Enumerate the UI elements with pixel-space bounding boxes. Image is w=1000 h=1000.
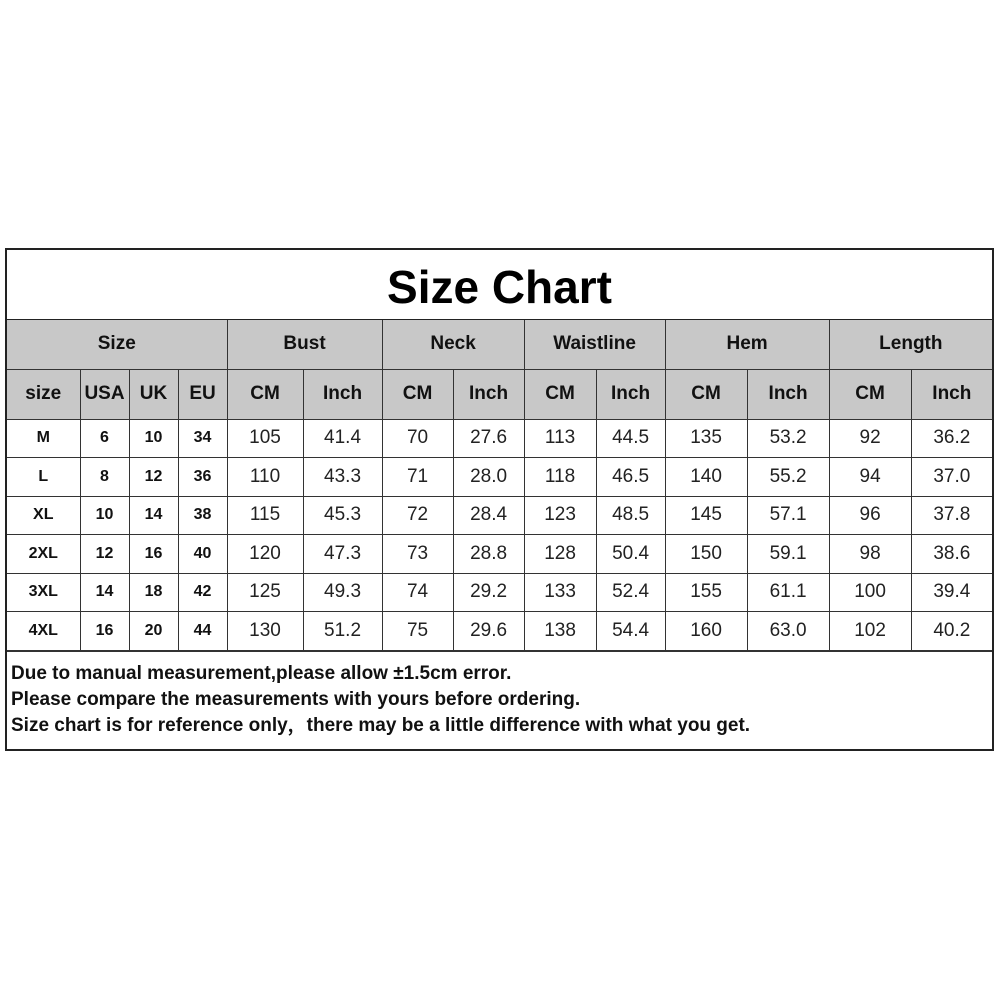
table-cell: 59.1 [747, 535, 829, 574]
sub-header-cell: size [7, 369, 80, 419]
table-cell: 39.4 [911, 573, 992, 612]
table-cell: 10 [80, 496, 129, 535]
table-cell: 140 [665, 458, 747, 497]
table-cell: 12 [129, 458, 178, 497]
table-cell: 71 [382, 458, 453, 497]
table-cell: 44 [178, 612, 227, 651]
size-table [7, 320, 992, 651]
table-cell: 47.3 [303, 535, 382, 574]
table-cell: 70 [382, 419, 453, 458]
table-cell: 155 [665, 573, 747, 612]
table-cell: 92 [829, 419, 911, 458]
table-cell: 63.0 [747, 612, 829, 651]
table-cell: 28.4 [453, 496, 524, 535]
table-cell: 16 [80, 612, 129, 651]
table-row [7, 612, 992, 651]
table-cell: 34 [178, 419, 227, 458]
table-cell: 14 [80, 573, 129, 612]
table-cell: 2XL [7, 535, 80, 574]
table-cell: 3XL [7, 573, 80, 612]
table-cell: 160 [665, 612, 747, 651]
size-chart [5, 248, 994, 751]
table-cell: 48.5 [596, 496, 665, 535]
sub-header-cell: EU [178, 369, 227, 419]
table-cell: 40 [178, 535, 227, 574]
table-cell: 145 [665, 496, 747, 535]
table-cell: 75 [382, 612, 453, 651]
table-cell: 40.2 [911, 612, 992, 651]
table-cell: 73 [382, 535, 453, 574]
table-cell: 96 [829, 496, 911, 535]
group-header-size: Size [7, 320, 227, 369]
table-cell: 113 [524, 419, 596, 458]
group-header-row [7, 320, 992, 369]
table-cell: 102 [829, 612, 911, 651]
table-cell: 52.4 [596, 573, 665, 612]
table-row [7, 496, 992, 535]
table-cell: 105 [227, 419, 303, 458]
note-line: Please compare the measurements with yours before ordering. [11, 688, 581, 710]
table-cell: 110 [227, 458, 303, 497]
table-cell: 43.3 [303, 458, 382, 497]
table-cell: 37.8 [911, 496, 992, 535]
sub-header-cell: CM [227, 369, 303, 419]
table-cell: 8 [80, 458, 129, 497]
group-header-waistline: Waistline [524, 320, 665, 369]
table-cell: 29.2 [453, 573, 524, 612]
table-row [7, 419, 992, 458]
table-cell: 54.4 [596, 612, 665, 651]
note-line: Due to manual measurement,please allow ±1.5cm error. [11, 662, 512, 684]
table-cell: 118 [524, 458, 596, 497]
sub-header-row [7, 369, 992, 419]
table-cell: L [7, 458, 80, 497]
table-cell: 28.0 [453, 458, 524, 497]
sub-header-cell: Inch [747, 369, 829, 419]
table-cell: 51.2 [303, 612, 382, 651]
table-cell: 133 [524, 573, 596, 612]
sub-header-cell: USA [80, 369, 129, 419]
sub-header-cell: CM [665, 369, 747, 419]
table-cell: 130 [227, 612, 303, 651]
table-cell: 100 [829, 573, 911, 612]
table-cell: 98 [829, 535, 911, 574]
table-cell: 128 [524, 535, 596, 574]
table-cell: 57.1 [747, 496, 829, 535]
table-cell: 74 [382, 573, 453, 612]
table-cell: 18 [129, 573, 178, 612]
table-cell: 72 [382, 496, 453, 535]
table-cell: 123 [524, 496, 596, 535]
sub-header-cell: Inch [303, 369, 382, 419]
table-cell: 36.2 [911, 419, 992, 458]
table-cell: 41.4 [303, 419, 382, 458]
table-row [7, 535, 992, 574]
table-cell: 6 [80, 419, 129, 458]
table-cell: 61.1 [747, 573, 829, 612]
table-cell: 37.0 [911, 458, 992, 497]
group-header-neck: Neck [382, 320, 524, 369]
chart-title: Size Chart [7, 250, 992, 320]
table-body [7, 419, 992, 650]
group-header-bust: Bust [227, 320, 382, 369]
note-line: Size chart is for reference only，there may be a little difference with what you get. [11, 714, 751, 736]
sub-header-cell: CM [524, 369, 596, 419]
table-cell: 44.5 [596, 419, 665, 458]
table-cell: 120 [227, 535, 303, 574]
table-cell: 125 [227, 573, 303, 612]
group-header-length: Length [829, 320, 992, 369]
sub-header-cell: CM [382, 369, 453, 419]
sub-header-cell: CM [829, 369, 911, 419]
notes-section [7, 651, 992, 739]
table-cell: 55.2 [747, 458, 829, 497]
table-cell: 45.3 [303, 496, 382, 535]
table-cell: M [7, 419, 80, 458]
sub-header-cell: Inch [596, 369, 665, 419]
table-cell: 4XL [7, 612, 80, 651]
table-cell: 38 [178, 496, 227, 535]
table-cell: XL [7, 496, 80, 535]
table-cell: 138 [524, 612, 596, 651]
table-cell: 10 [129, 419, 178, 458]
table-cell: 16 [129, 535, 178, 574]
table-cell: 29.6 [453, 612, 524, 651]
table-cell: 42 [178, 573, 227, 612]
table-cell: 20 [129, 612, 178, 651]
table-cell: 50.4 [596, 535, 665, 574]
table-cell: 115 [227, 496, 303, 535]
table-row [7, 458, 992, 497]
table-cell: 46.5 [596, 458, 665, 497]
table-row [7, 573, 992, 612]
table-cell: 49.3 [303, 573, 382, 612]
table-cell: 53.2 [747, 419, 829, 458]
table-cell: 36 [178, 458, 227, 497]
group-header-hem: Hem [665, 320, 829, 369]
sub-header-cell: Inch [453, 369, 524, 419]
table-cell: 38.6 [911, 535, 992, 574]
sub-header-cell: UK [129, 369, 178, 419]
table-cell: 28.8 [453, 535, 524, 574]
sub-header-cell: Inch [911, 369, 992, 419]
table-cell: 150 [665, 535, 747, 574]
table-cell: 12 [80, 535, 129, 574]
table-cell: 27.6 [453, 419, 524, 458]
table-cell: 14 [129, 496, 178, 535]
table-cell: 135 [665, 419, 747, 458]
table-cell: 94 [829, 458, 911, 497]
